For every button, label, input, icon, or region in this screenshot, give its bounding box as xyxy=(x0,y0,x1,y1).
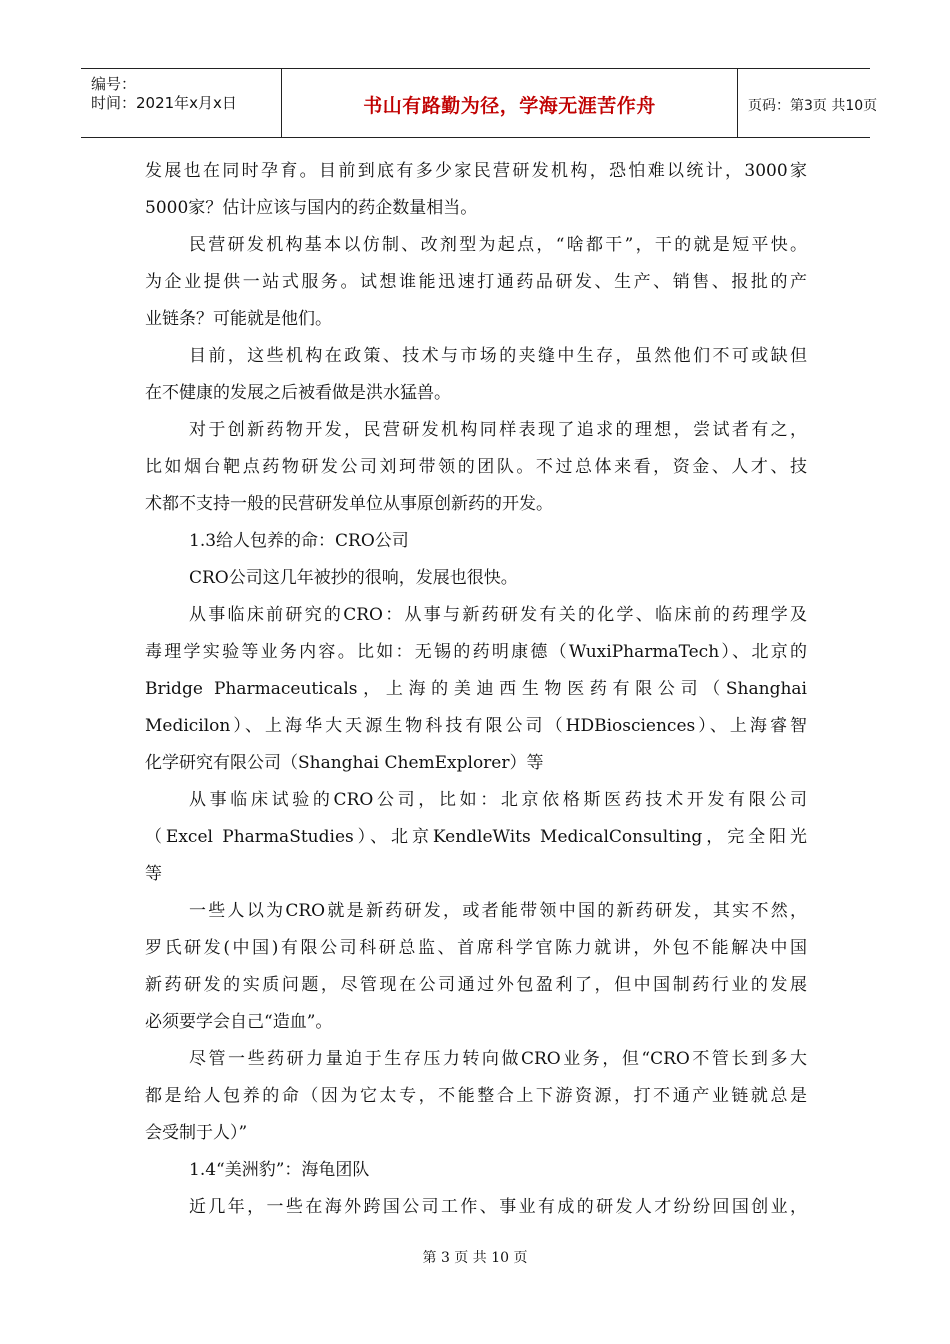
body-line: 会受制于人）” xyxy=(145,1123,248,1143)
body-line: （Excel PharmaStudies）、北京KendleWits MedicalConsulting，完全阳光 xyxy=(145,827,807,847)
body-line: 5000家？估计应该与国内的药企数量相当。 xyxy=(145,198,478,218)
body-line: 毒理学实验等业务内容。比如：无锡的药明康德（WuxiPharmaTech）、北京的 xyxy=(145,642,807,662)
body-line: 等 xyxy=(145,864,162,884)
document-number-label: 编号： xyxy=(91,75,137,93)
header-meta-cell xyxy=(81,69,281,137)
body-line: CRO公司这几年被抄的很响，发展也很快。 xyxy=(189,568,518,588)
body-line: 为企业提供一站式服务。试想谁能迅速打通药品研发、生产、销售、报批的产 xyxy=(145,272,807,292)
body-line: 从事临床前研究的CRO：从事与新药研发有关的化学、临床前的药理学及 xyxy=(189,605,807,625)
body-line: 目前，这些机构在政策、技术与市场的夹缝中生存，虽然他们不可或缺但 xyxy=(189,346,807,366)
body-line: 业链条？可能就是他们。 xyxy=(145,309,332,329)
header-motto-cell xyxy=(281,69,738,137)
header-page-number: 页码：第3页 共10页 xyxy=(748,98,878,114)
document-date-label: 时间：2021年x月x日 xyxy=(91,94,237,112)
body-line: 近几年，一些在海外跨国公司工作、事业有成的研发人才纷纷回国创业， xyxy=(189,1197,807,1217)
header-motto: 书山有路勤为径，学海无涯苦作舟 xyxy=(363,95,656,117)
body-line: 必须要学会自己“造血”。 xyxy=(145,1012,333,1032)
body-line: 罗氏研发(中国)有限公司科研总监、首席科学官陈力就讲，外包不能解决中国 xyxy=(145,938,807,958)
body-line: 民营研发机构基本以仿制、改剂型为起点，“啥都干”，干的就是短平快。 xyxy=(189,235,807,255)
body-line: 新药研发的实质问题，尽管现在公司通过外包盈利了，但中国制药行业的发展 xyxy=(145,975,807,995)
body-line: 对于创新药物开发，民营研发机构同样表现了追求的理想，尝试者有之， xyxy=(189,420,807,440)
body-line: 化学研究有限公司（Shanghai ChemExplorer）等 xyxy=(145,753,544,773)
body-line: 都是给人包养的命（因为它太专，不能整合上下游资源，打不通产业链就总是 xyxy=(145,1086,807,1106)
section-heading: 1.4“美洲豹”：海龟团队 xyxy=(189,1160,370,1180)
header-page-cell xyxy=(738,69,878,137)
header-table xyxy=(81,68,878,138)
body-line: 尽管一些药研力量迫于生存压力转向做CRO业务，但“CRO不管长到多大 xyxy=(189,1049,807,1069)
body-line: 一些人以为CRO就是新药研发，或者能带领中国的新药研发，其实不然， xyxy=(189,901,807,921)
body-line: Medicilon）、上海华大天源生物科技有限公司（HDBiosciences）、上海睿智 xyxy=(145,716,807,736)
body-line: 在不健康的发展之后被看做是洪水猛兽。 xyxy=(145,383,451,403)
body-line: 从事临床试验的CRO公司，比如：北京依格斯医药技术开发有限公司 xyxy=(189,790,807,810)
body-line: Bridge Pharmaceuticals，上海的美迪西生物医药有限公司（Shanghai xyxy=(145,679,807,699)
document-body xyxy=(145,153,807,1226)
body-line: 比如烟台靶点药物研发公司刘珂带领的团队。不过总体来看，资金、人才、技 xyxy=(145,457,807,477)
body-line: 术都不支持一般的民营研发单位从事原创新药的开发。 xyxy=(145,494,553,514)
page-footer: 第 3 页 共 10 页 xyxy=(422,1250,528,1266)
body-line: 发展也在同时孕育。目前到底有多少家民营研发机构，恐怕难以统计，3000家 xyxy=(145,161,807,181)
section-heading: 1.3给人包养的命：CRO公司 xyxy=(189,531,409,551)
